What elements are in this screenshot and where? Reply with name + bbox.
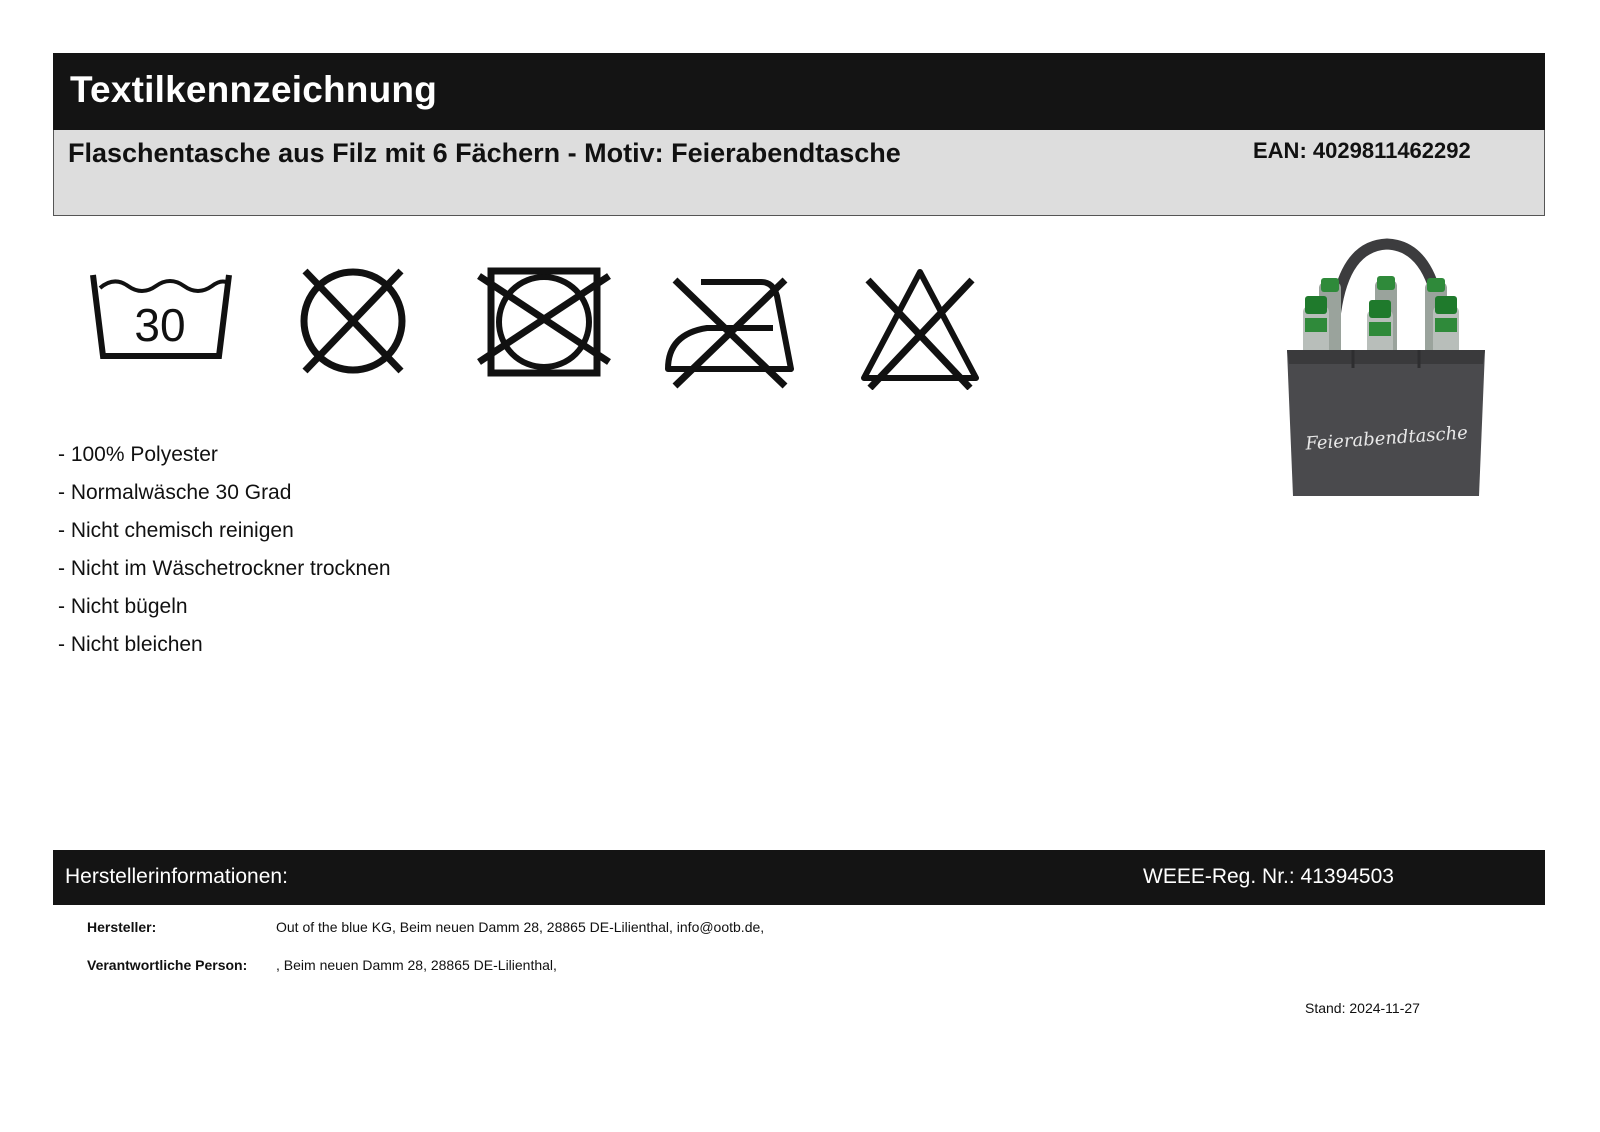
product-image — [1283, 238, 1491, 505]
no-bleach-icon — [858, 266, 982, 390]
bag-print-text: Feierabendtasche — [1304, 422, 1469, 455]
responsible-person-value: , Beim neuen Damm 28, 28865 DE-Lilienthal, — [276, 957, 557, 973]
responsible-person-key: Verantwortliche Person: — [87, 957, 248, 973]
manufacturer-value: Out of the blue KG, Beim neuen Damm 28, 28865 DE-Lilienthal, info@ootb.de, — [276, 919, 765, 935]
list-item: - Nicht chemisch reinigen — [58, 519, 294, 542]
no-dry-clean-icon — [297, 265, 409, 377]
list-item: - Nicht im Wäschetrockner trocknen — [58, 557, 391, 580]
wash-temperature-label: 30 — [134, 299, 186, 351]
stand-date: Stand: 2024-11-27 — [1305, 1000, 1420, 1016]
manufacturer-info-label: Herstellerinformationen: — [65, 865, 288, 888]
ean-number: EAN: 4029811462292 — [1253, 138, 1471, 163]
weee-number: WEEE-Reg. Nr.: 41394503 — [1143, 865, 1394, 888]
manufacturer-key: Hersteller: — [87, 919, 157, 935]
list-item: - Nicht bleichen — [58, 633, 203, 656]
wash-30-icon — [90, 270, 234, 362]
header-bar — [53, 53, 1545, 130]
care-instructions-list — [58, 436, 391, 664]
list-item: - 100% Polyester — [58, 443, 218, 466]
list-item: - Normalwäsche 30 Grad — [58, 481, 292, 504]
product-info-box — [53, 130, 1545, 216]
list-item: - Nicht bügeln — [58, 595, 188, 618]
no-tumble-dry-icon — [477, 266, 611, 380]
manufacturer-bar — [53, 850, 1545, 905]
no-iron-icon — [665, 272, 799, 392]
product-name: Flaschentasche aus Filz mit 6 Fächern - Motiv: Feierabendtasche — [68, 138, 901, 168]
page-title: Textilkennzeichnung — [70, 69, 437, 110]
